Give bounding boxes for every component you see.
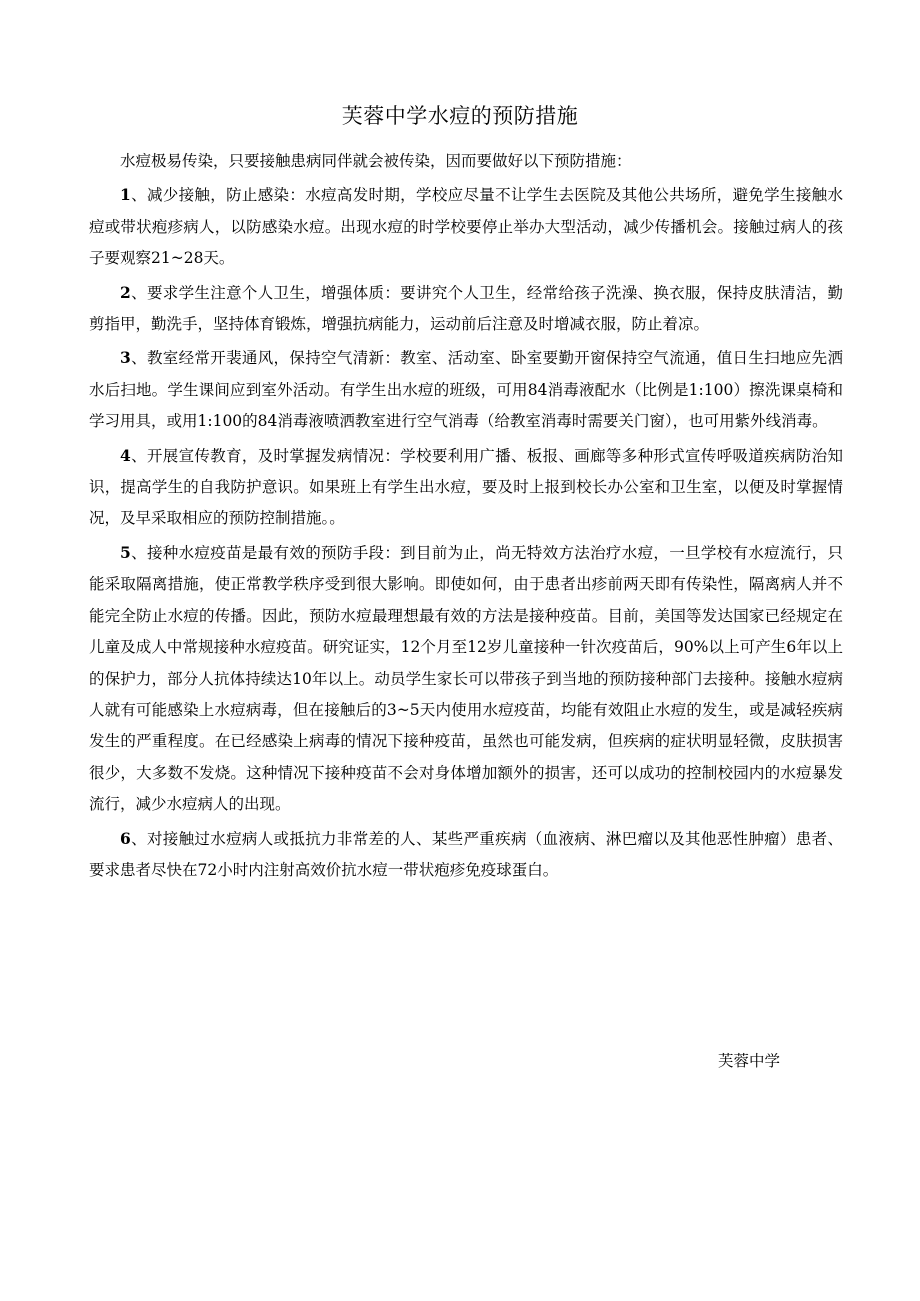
- measure-number: 6: [120, 828, 131, 848]
- measure-paragraph-4: [89, 440, 843, 535]
- measure-text: 、教室经常开裴通风，保持空气清新：教室、活动室、卧室要勤开窗保持空气流通，值日生扫地应先洒水后扫地。学生课间应到室外活动。有学生出水痘的班级，可用84消毒液配水（比例是1:100）擦洗课桌椅和学习用具，或用1:100的84消毒液喷洒教室进行空气消毒（给教室消毒时需要关门窗），也可用紫外线消毒。: [89, 349, 843, 431]
- measure-paragraph-6: [89, 823, 843, 887]
- measure-paragraph-3: [89, 342, 843, 437]
- signature: 芙蓉中学: [718, 1052, 781, 1070]
- measure-text: 、开展宣传教育，及时掌握发病情况：学校要利用广播、板报、画廊等多种形式宣传呼吸道疾病防治知识，提高学生的自我防护意识。如果班上有学生出水痘，要及时上报到校长办公室和卫生室，以便及时掌握情况，及早采取相应的预防控制措施。。: [89, 446, 843, 528]
- measure-text: 、对接触过水痘病人或抵抗力非常差的人、某些严重疾病（血液病、淋巴瘤以及其他恶性肿瘤）患者、要求患者尽快在72小时内注射高效价抗水痘一带状疱疹免疫球蛋白。: [89, 829, 843, 879]
- measure-paragraph-1: [89, 179, 843, 274]
- measure-number: 5: [120, 542, 131, 562]
- measure-number: 2: [120, 282, 131, 302]
- measure-paragraph-2: [89, 277, 843, 341]
- measure-text: 、要求学生注意个人卫生，增强体质：要讲究个人卫生，经常给孩子洗澡、换衣服，保持皮肤清洁，勤剪指甲，勤洗手，坚持体育锻炼，增强抗病能力，运动前后注意及时增减衣服，防止着凉。: [89, 283, 843, 334]
- measure-text: 、减少接触，防止感染：水痘高发时期，学校应尽量不让学生去医院及其他公共场所，避免学生接触水痘或带状疱疹病人，以防感染水痘。出现水痘的时学校要停止举办大型活动，减少传播机会。接触过病人的孩子要观察21~28天。: [89, 186, 843, 268]
- measure-text: 、接种水痘疫苗是最有效的预防手段：到目前为止，尚无特效方法治疗水痘，一旦学校有水痘流行，只能采取隔离措施，使正常教学秩序受到很大影响。即使如何，由于患者出疹前两天即有传染性，隔离病人并不能完全防止水痘的传播。因此，预防水痘最理想最有效的方法是接种疫苗。目前，美国等发达国家已经规定在儿童及成人中常规接种水痘疫苗。研究证实，12个月至12岁儿童接种一针次疫苗后，90%以上可产生6年以上的保护力，部分人抗体持续达10年以上。动员学生家长可以带孩子到当地的预防接种部门去接种。接触水痘病人就有可能感染上水痘病毒，但在接触后的3~5天内使用水痘疫苗，均能有效阻止水痘的发生，或是减轻疾病发生的严重程度。在已经感染上病毒的情况下接种疫苗，虽然也可能发病，但疾病的症状明显轻微，皮肤损害很少，大多数不发烧。这种情况下接种疫苗不会对身体增加额外的损害，还可以成功的控制校园内的水痘暴发流行，减少水痘病人的出现。: [89, 543, 843, 814]
- measure-paragraph-5: [89, 537, 843, 821]
- document-body: [89, 146, 843, 888]
- intro-paragraph: 水痘极易传染，只要接触患病同伴就会被传染，因而要做好以下预防措施：: [120, 152, 632, 170]
- measure-number: 3: [120, 348, 131, 368]
- measure-number: 4: [120, 445, 131, 465]
- document-title: 芙蓉中学水痘的预防措施: [341, 104, 579, 128]
- measure-number: 1: [120, 185, 131, 205]
